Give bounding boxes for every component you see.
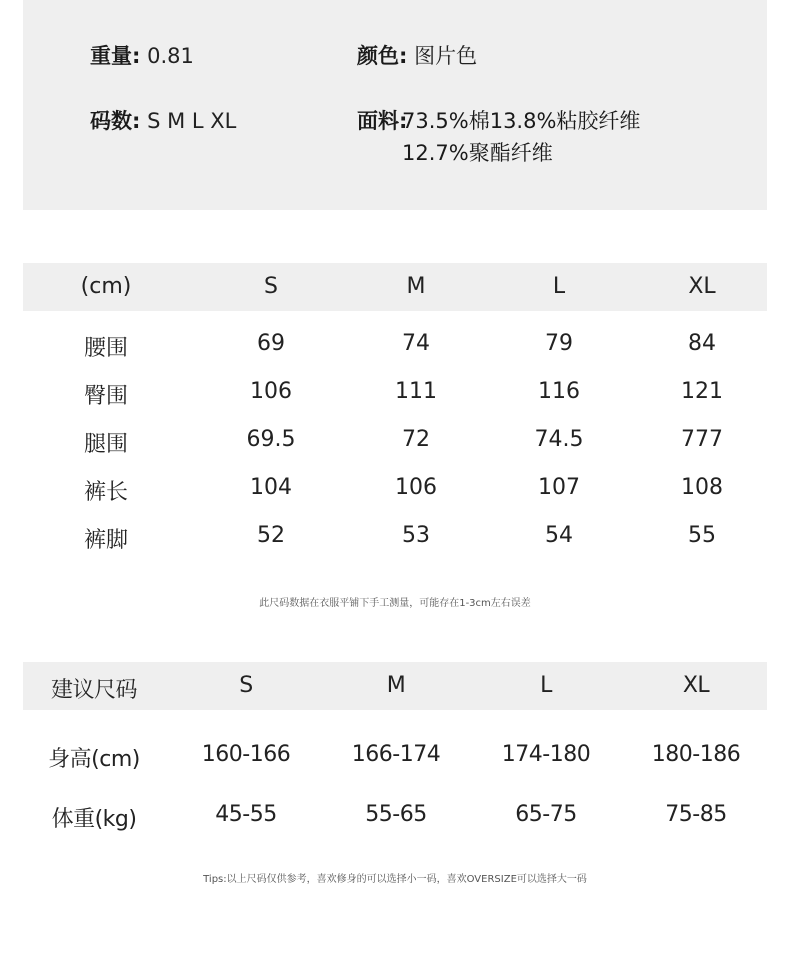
row-label: 身高(cm) xyxy=(48,747,140,772)
size-value: S M L XL xyxy=(147,109,237,133)
header-cell: M xyxy=(406,274,426,299)
table-cell: 84 xyxy=(688,331,716,356)
table-cell: 69 xyxy=(257,331,285,356)
header-cell: L xyxy=(552,274,566,299)
table-cell: 54 xyxy=(545,523,573,548)
table-cell: 74.5 xyxy=(534,427,584,452)
weight-info xyxy=(90,40,194,72)
table-cell: 55-65 xyxy=(365,802,427,827)
table-cell: 65-75 xyxy=(515,802,577,827)
row-label: 裤长 xyxy=(83,480,128,505)
header-cell: 建议尺码 xyxy=(50,678,137,703)
header-cell: (cm) xyxy=(80,274,132,299)
table-cell: 777 xyxy=(681,427,723,452)
color-label: 颜色: xyxy=(357,44,408,68)
table-cell: 180-186 xyxy=(651,742,741,767)
color-value: 图片色 xyxy=(414,44,478,68)
fabric-line-2: 12.7%聚酯纤维 xyxy=(402,141,553,165)
row-label: 腿围 xyxy=(83,432,128,457)
table-cell: 74 xyxy=(402,331,430,356)
table-cell: 174-180 xyxy=(501,742,591,767)
size-tips-note: Tips:以上尺码仅供参考，喜欢修身的可以选择小一码，喜欢OVERSIZE可以选择大一码 xyxy=(203,874,587,885)
row-label: 体重(kg) xyxy=(51,807,137,832)
table-cell: 160-166 xyxy=(201,742,291,767)
row-label: 腰围 xyxy=(83,336,128,361)
table-cell: 106 xyxy=(395,475,437,500)
table-cell: 106 xyxy=(250,379,292,404)
header-cell: L xyxy=(540,673,552,698)
fabric-info xyxy=(357,105,407,137)
header-cell: S xyxy=(239,673,253,698)
table-cell: 121 xyxy=(681,379,723,404)
size-measure-note: 此尺码数据在衣服平铺下手工测量，可能存在1-3cm左右误差 xyxy=(259,598,531,609)
row-label: 臀围 xyxy=(83,384,128,409)
size-info xyxy=(90,105,236,137)
header-cell: M xyxy=(386,673,406,698)
size-label: 码数: xyxy=(90,109,141,133)
table-cell: 108 xyxy=(681,475,723,500)
fabric-line-1: 73.5%棉13.8%粘胶纤维 xyxy=(402,109,641,133)
header-cell: S xyxy=(264,274,278,299)
table-cell: 52 xyxy=(257,523,285,548)
table-cell: 166-174 xyxy=(351,742,441,767)
weight-value: 0.81 xyxy=(147,44,194,68)
table-cell: 116 xyxy=(538,379,580,404)
table-cell: 72 xyxy=(402,427,430,452)
header-cell: XL xyxy=(682,673,710,698)
color-info xyxy=(357,40,477,72)
table-cell: 69.5 xyxy=(246,427,296,452)
table-cell: 55 xyxy=(688,523,716,548)
fabric-label: 面料: xyxy=(357,109,408,133)
table-cell: 53 xyxy=(402,523,430,548)
row-label: 裤脚 xyxy=(83,528,128,553)
table-cell: 107 xyxy=(538,475,580,500)
table-cell: 79 xyxy=(545,331,573,356)
table-cell: 111 xyxy=(395,379,437,404)
weight-label: 重量: xyxy=(90,44,141,68)
table-cell: 45-55 xyxy=(215,802,277,827)
fabric-value xyxy=(402,105,640,169)
table-cell: 75-85 xyxy=(665,802,727,827)
table-cell: 104 xyxy=(250,475,292,500)
header-cell: XL xyxy=(688,274,716,299)
